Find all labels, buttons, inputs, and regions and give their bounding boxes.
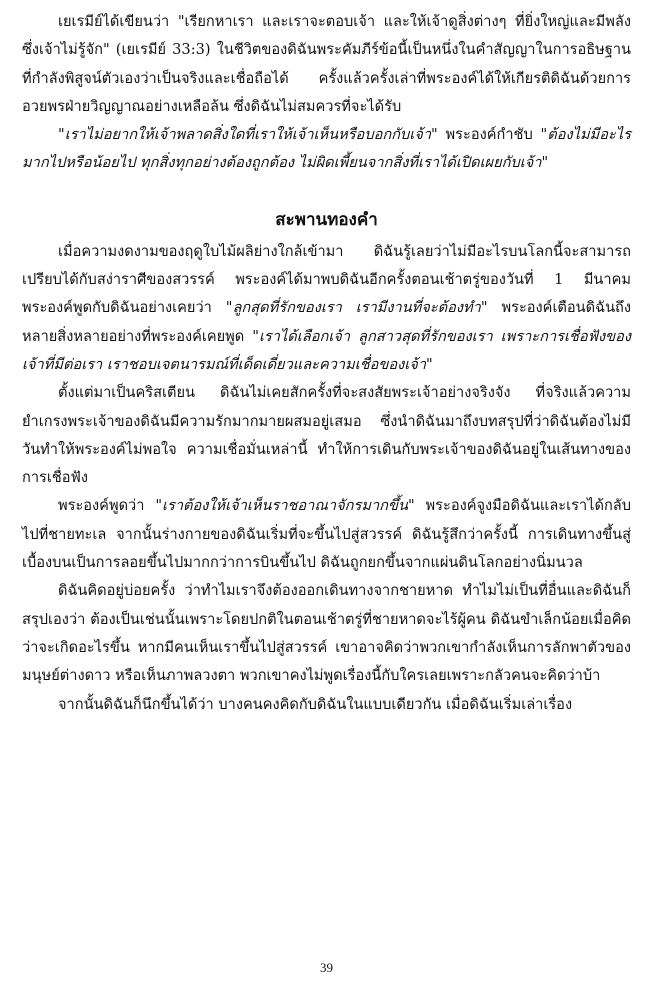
paragraph-jeremiah-quote — [22, 8, 631, 121]
paragraph-instruction — [22, 121, 631, 178]
paragraph-text: เมื่อความงดงามของฤดูใบไม้ผลิย่างใกล้เข้ามา ดิฉันรู้เลยว่าไม่มีอะไรบนโลกนี้จะสามารถเปรียบได้กับสง่าราศีของสวรรค์ พระองค์ได้มาพบดิฉันอีกครั้งตอนเช้าตรู่ของวันที่ 1 มีนาคม พระองค์พูดกับดิฉันอย่างเคยว่า — [22, 242, 631, 317]
paragraph-text: พระองค์กำชับ — [437, 126, 541, 144]
italic-quote: "ต้องไม่มีอะไรมากไปหรือน้อยไป ทุกสิ่งทุกอย่างต้องถูกต้อง ไม่ผิดเพี้ยนจากสิ่งที่เราได้เปิดเผยกับเจ้า" — [22, 126, 631, 172]
section-heading: สะพานทองคำ — [275, 209, 378, 230]
italic-quote: "เราไม่อยากให้เจ้าพลาดสิ่งใดที่เราให้เจ้าเห็นหรือบอกกับเจ้า" — [58, 126, 438, 144]
paragraph-text: พระองค์พูดว่า — [58, 497, 156, 515]
paragraph-spring — [22, 238, 631, 379]
paragraph-text: ตั้งแต่มาเป็นคริสเตียน ดิฉันไม่เคยสักครั้งที่จะสงสัยพระเจ้าอย่างจริงจัง ที่จริงแล้วความยำเกรงพระเจ้าของดิฉันมีความรักมากมายผสมอยู่เสมอ ซึ่งนำดิฉันมาถึงบทสรุปที่ว่าดิฉันต้องไม่มีวันทำให้พระองค์ไม่พอใจ ความเชื่อมั่นเหล่านี้ ทำให้การเดินกับพระเจ้าของดิฉันอยู่ในเส้นทางของการเชื่อฟัง — [22, 384, 631, 487]
italic-quote: "ลูกสุดที่รักของเรา เรามีงานที่จะต้องทำ" — [225, 299, 488, 317]
paragraph-text: พระองค์จูงมือดิฉันและเราได้กลับไปที่ชายทะเล จากนั้นร่างกายของดิฉันเริ่มที่จะขึ้นไปสู่สวรรค์ ดิฉันรู้สึกว่าครั้งนี้ การเดินทางขึ้นสู่เบื้องบนเป็นการลอยขึ้นไปมากกว่าการบินขึ้นไป ดิฉันถูกยกขึ้นจากแผ่นดินโลกอย่างนิ่มนวล — [22, 497, 631, 572]
paragraph-kingdom — [22, 492, 631, 577]
paragraph-closing — [22, 691, 631, 719]
italic-quote: "เราต้องให้เจ้าเห็นราชอาณาจักรมากขึ้น" — [155, 497, 415, 515]
italic-quote: "เราได้เลือกเจ้า ลูกสาวสุดที่รักของเรา เพราะการเชื่อฟังของเจ้าที่มีต่อเรา เราชอบเจตนารมณ์ที่เด็ดเดี่ยวและความเชื่อของเจ้า" — [22, 327, 631, 373]
paragraph-text: พระองค์เตือนดิฉันถึงหลายสิ่งหลายอย่างที่พระองค์เคยพูด — [22, 299, 632, 345]
page-number: 39 — [320, 960, 333, 975]
paragraph-text: เยเรมีย์ได้เขียนว่า "เรียกหาเรา และเราจะตอบเจ้า และให้เจ้าดูสิ่งต่างๆ ที่ยิ่งใหญ่และมีพลัง ซึ่งเจ้าไม่รู้จัก" (เยเรมีย์ 33:3) ในชีวิตของดิฉันพระคัมภีร์ข้อนี้เป็นหนึ่งในคำสัญญาในการอธิษฐานที่กำลังพิสูจน์ตัวเองว่าเป็นจริงและเชื่อถือได้ ครั้งแล้วครั้งเล่าที่พระองค์ได้ให้เกียรติดิฉันด้วยการอวยพรฝ่ายวิญญาณอย่างเหลือล้น ซึ่งดิฉันไม่สมควรที่จะได้รับ — [22, 13, 631, 115]
paragraph-text: ดิฉันคิดอยู่บ่อยครั้ง ว่าทำไมเราจึงต้องออกเดินทางจากชายหาด ทำไมไม่เป็นที่อื่นและดิฉันก็สรุปเองว่า ต้องเป็นเช่นนั้นเพราะโดยปกติในตอนเช้าตรู่ที่ชายหาดจะไร้ผู้คน ดิฉันขำเล็กน้อยเมื่อคิดว่าจะเกิดอะไรขึ้น หากมีคนเห็นเราขึ้นไปสู่สวรรค์ เขาอาจคิดว่าพวกเขากำลังเห็นการลักพาตัวของมนุษย์ต่างดาว หรือเห็นภาพลวงตา พวกเขาคงไม่พูดเรื่องนี้กับใครเลยเพราะกลัวคนจะคิดว่าบ้า — [22, 582, 631, 685]
paragraph-beach — [22, 577, 631, 690]
paragraph-text: จากนั้นดิฉันก็นึกขึ้นได้ว่า บางคนคงคิดกับดิฉันในแบบเดียวกัน เมื่อดิฉันเริ่มเล่าเรื่อง — [58, 695, 573, 713]
paragraph-christian — [22, 379, 631, 492]
